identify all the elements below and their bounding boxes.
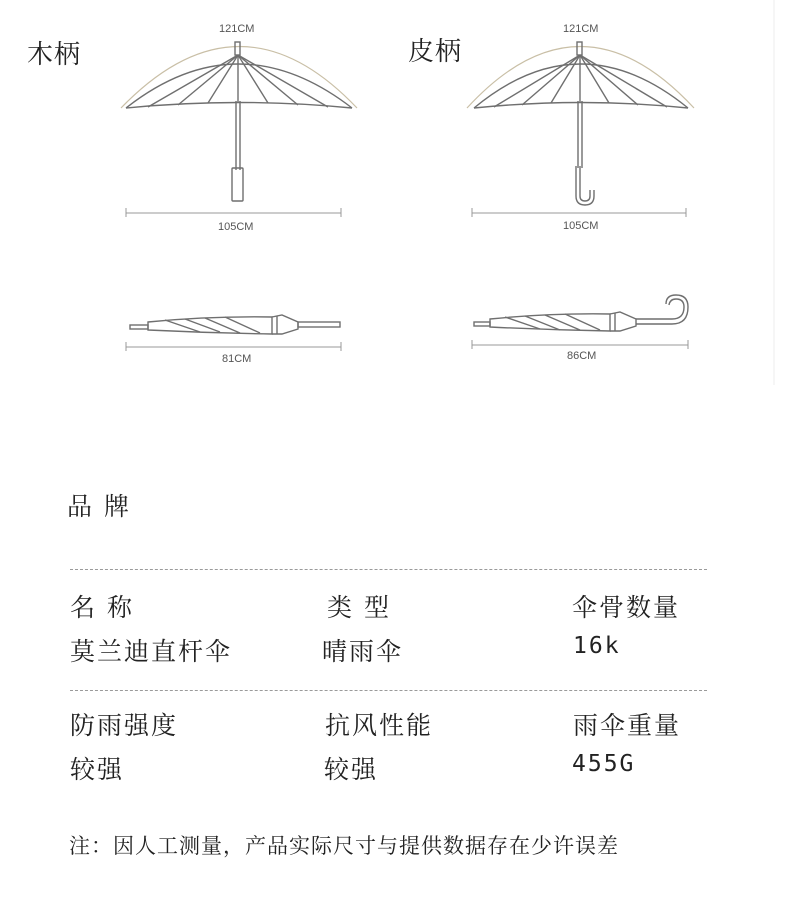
measurement-note: 注：因人工测量，产品实际尺寸与提供数据存在少许误差 (69, 834, 619, 858)
spec-key-ribs: 伞骨数量 (572, 593, 681, 622)
spec-value-weight: 455G (572, 751, 636, 777)
spec-value-name: 莫兰迪直杆伞 (70, 637, 233, 666)
wood-handle (232, 168, 243, 201)
leather-canopy-edge (474, 103, 688, 109)
wood-canopy-edge (126, 103, 352, 109)
spec-key-type: 类型 (327, 593, 402, 622)
leather-open-height-label: 105CM (563, 220, 599, 232)
leather-handle (576, 166, 594, 205)
wood-closed-umbrella (130, 315, 340, 334)
spec-value-type: 晴雨伞 (322, 637, 404, 666)
wood-open-width-label: 121CM (219, 23, 255, 35)
wood-tip (235, 42, 240, 55)
spec-divider-top (70, 569, 707, 570)
leather-canopy-top (474, 64, 688, 108)
leather-closed-umbrella (474, 295, 688, 331)
umbrella-diagrams (0, 0, 790, 420)
leather-ribs (494, 55, 667, 107)
wood-open-height-label: 105CM (218, 221, 254, 233)
brand-heading: 品牌 (67, 492, 142, 521)
spec-key-weight: 雨伞重量 (573, 711, 682, 740)
wood-handle-title: 木柄 (27, 40, 82, 70)
wood-closed-length-label: 81CM (222, 353, 252, 365)
leather-tip (577, 42, 582, 55)
spec-value-rain-resistance: 较强 (70, 755, 125, 784)
spec-value-wind-resistance: 较强 (324, 755, 379, 784)
spec-value-ribs: 16k (573, 633, 621, 659)
leather-closed-length-label: 86CM (567, 350, 597, 362)
spec-key-name: 名称 (70, 593, 145, 622)
leather-open-width-label: 121CM (563, 23, 599, 35)
spec-key-wind-resistance: 抗风性能 (325, 711, 434, 740)
leather-handle-title: 皮柄 (408, 37, 463, 67)
spec-divider-middle (70, 690, 707, 691)
spec-key-rain-resistance: 防雨强度 (70, 711, 179, 740)
